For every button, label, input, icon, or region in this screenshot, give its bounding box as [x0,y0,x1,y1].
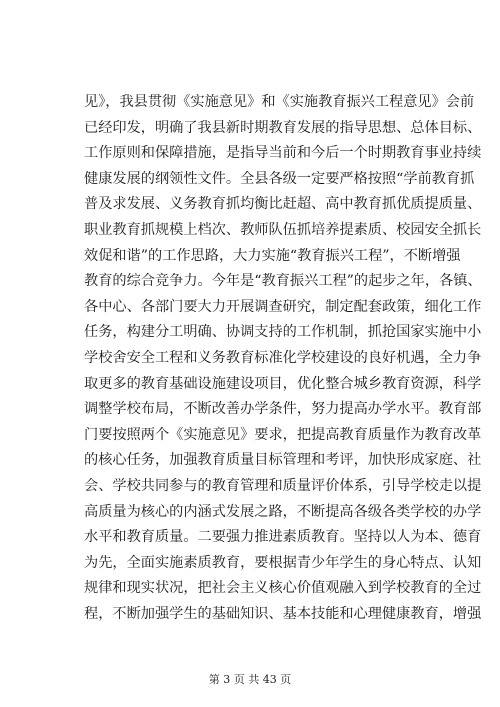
text-line: 教育的综合竞争力。今年是“教育振兴工程”的起步之年，各镇、 [84,273,482,290]
text-line: 会、学校共同参与的教育管理和质量评价体系，引导学校走以提 [84,477,482,494]
text-line: 的核心任务，加强教育质量目标管理和考评，加快形成家庭、社 [84,452,482,469]
text-line: 效促和谐”的工作思路，大力实施“教育振兴工程”，不断增强 [84,247,461,264]
body-text [84,90,482,627]
text-line: 各中心、各部门要大力开展调查研究，制定配套政策，细化工作 [84,298,482,315]
text-line: 门要按照两个《实施意见》要求，把提高教育质量作为教育改革 [84,426,482,443]
text-line: 取更多的教育基础设施建设项目，优化整合城乡教育资源，科学 [84,375,482,392]
text-line: 规律和现实状况，把社会主义核心价值观融入到学校教育的全过 [84,580,482,597]
page-number: 第 3 页 共 43 页 [208,673,292,686]
text-line: 程，不断加强学生的基础知识、基本技能和心理健康教育，增强 [84,605,482,622]
text-line: 水平和教育质量。二要强力推进素质教育。坚持以人为本、德育 [84,529,482,546]
text-line: 工作原则和保障措施，是指导当前和今后一个时期教育事业持续 [84,145,482,162]
text-line: 普及求发展、义务教育抓均衡比赶超、高中教育抓优质提质量、 [84,196,482,213]
text-line: 为先，全面实施素质教育，要根据青少年学生的身心特点、认知 [84,554,482,571]
text-line: 高质量为核心的内涵式发展之路，不断提高各级各类学校的办学 [84,503,482,520]
text-line: 已经印发，明确了我县新时期教育发展的指导思想、总体目标、 [84,119,482,136]
text-line: 任务，构建分工明确、协调支持的工作机制，抓抢国家实施中小 [84,324,482,341]
text-line: 见》，我县贯彻《实施意见》和《实施教育振兴工程意见》会前 [84,94,475,110]
text-line: 学校舍安全工程和义务教育标准化学校建设的良好机遇，全力争 [84,349,482,366]
text-line: 调整学校布局，不断改善办学条件，努力提高办学水平。教育部 [84,401,482,418]
text-line: 职业教育抓规模上档次、教师队伍抓培养提素质、校园安全抓长 [84,221,482,238]
text-line: 健康发展的纲领性文件。全县各级一定要严格按照“学前教育抓 [84,170,475,187]
